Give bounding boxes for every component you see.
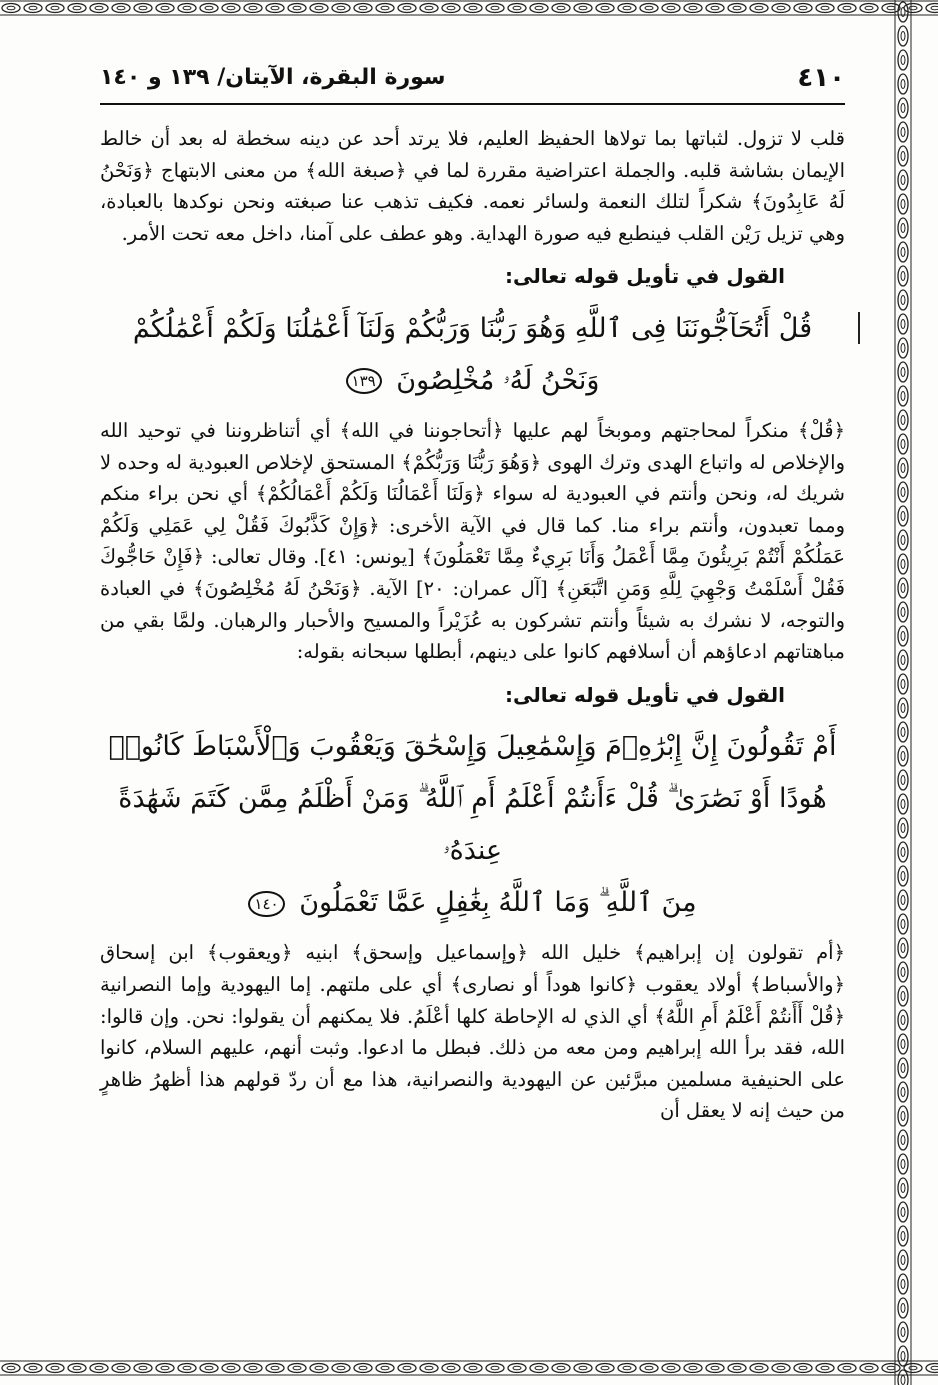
verse-text: وَنَحْنُ لَهُۥ مُخْلِصُونَ (396, 364, 600, 396)
header-rule (100, 103, 845, 105)
commentary-paragraph: ﴿أم تقولون إن إبراهيم﴾ خليل الله ﴿وإسماعيل وإسحق﴾ ابنيه ﴿ويعقوب﴾ ابن إسحاق ﴿والأسباط﴾ أولاد يعقوب ﴿كانوا هوداً أو نصارى﴾ أي على ملتهم. إما اليهودية وإما النصرانية ﴿قُلْ أَأَنتُمْ أَعْلَمُ أَمِ اللَّهُ﴾ أي الذي له الإحاطة كلها أعْلَمُ. فلا يمكنهم أن يقولوا: نحن. وإن قالوا: الله، فقد برأ الله إبراهيم ومن معه من ذلك. فبطل ما ادعوا. وثبت أنهم، عليهم السلام، كانوا على الحنيفية مسلمين مبرَّئين عن اليهودية والنصرانية، هذا مع أن ردّ قولهم هذا أظهرُ ظاهرٍ من حيث إنه لا يعقل أن (100, 941, 845, 1123)
section-heading: القول في تأويل قوله تعالى: (505, 682, 785, 707)
running-title: سورة البقرة، الآيتان/ ١٣٩ و ١٤٠ (100, 65, 446, 90)
decorative-border-bottom (0, 1360, 938, 1376)
verse-number: ١٣٩ (346, 368, 382, 394)
verse-text: مِنَ ٱللَّهِ ۗ وَمَا ٱللَّهُ بِغَٰفِلٍ عَمَّا تَعْمَلُونَ (299, 887, 697, 919)
verse-line: أَمْ تَقُولُونَ إِنَّ إِبْرَٰهِۦمَ وَإِسْمَٰعِيلَ وَإِسْحَٰقَ وَيَعْقُوبَ وَٱلْأَسْبَاطَ كَانُوا۟ (108, 731, 837, 763)
verse-line (100, 877, 845, 929)
verse-line (100, 355, 845, 407)
page-header (100, 55, 845, 103)
page (100, 45, 845, 1345)
section-heading: القول في تأويل قوله تعالى: (505, 264, 785, 289)
quran-verse (100, 303, 845, 407)
verse-number: ١٤٠ (248, 891, 284, 917)
chain-pattern-right (893, 0, 913, 1385)
page-number: ٤١٠ (797, 63, 845, 93)
paragraph: قلب لا تزول. لثباتها بما تولاها الحفيظ العليم، فلا يرتد أحد عن دينه سخطة له بعد أن خالط الإيمان بشاشة قلبه. والجملة اعتراضية مقررة لما في ﴿صبغة الله﴾ من معنى الابتهاج ﴿وَنَحْنُ لَهُ عَابِدُونَ﴾ شكراً لتلك النعمة ولسائر نعمه. فكيف تذهب عنا صبغته ونحن نوكدها بالعبادة، وهي تزيل رَيْن القلب فينطبع فيه صورة الهداية. وهو عطف على آمنا، داخل معه تحت الأمر. (100, 127, 845, 245)
quran-verse (100, 721, 845, 929)
decorative-border-right (893, 0, 913, 1385)
decorative-border-top (0, 0, 938, 16)
chain-pattern-bottom (0, 1360, 938, 1376)
chain-pattern-top (0, 0, 938, 16)
page-body (100, 123, 845, 1127)
verse-line: قُلْ أَتُحَآجُّونَنَا فِى ٱللَّهِ وَهُوَ رَبُّنَا وَرَبُّكُمْ وَلَنَآ أَعْمَٰلُنَا وَلَكُمْ أَعْمَٰلُكُمْ (132, 312, 813, 344)
margin-mark (858, 312, 860, 344)
verse-line: هُودًا أَوْ نَصَٰرَىٰ ۗ قُلْ ءَأَنتُمْ أَعْلَمُ أَمِ ٱللَّهُ ۗ وَمَنْ أَظْلَمُ مِمَّن كَتَمَ شَهَٰدَةً عِندَهُۥ (118, 783, 827, 867)
commentary-paragraph: ﴿قُلْ﴾ منكراً لمحاجتهم وموبخاً لهم عليها ﴿أتحاجوننا في الله﴾ أي أتناظروننا في توحيد الله والإخلاص له واتباع الهدى وترك الهوى ﴿وَهُوَ رَبُّنَا وَرَبُّكُمْ﴾ المستحق لإخلاص العبودية له وحده لا شريك له، ونحن وأنتم في العبودية له سواء ﴿وَلَنَا أَعْمَالُنَا وَلَكُمْ أَعْمَالُكُمْ﴾ أي نحن براء منكم ومما تعبدون، وأنتم براء منا. كما قال في الآية الأخرى: ﴿وَإِنْ كَذَّبُوكَ فَقُلْ لِي عَمَلِي وَلَكُمْ عَمَلُكُمْ أَنْتُمْ بَرِيئُونَ مِمَّا أَعْمَلُ وَأَنَا بَرِيءٌ مِمَّا تَعْمَلُونَ﴾ [يونس: ٤١]. وقال تعالى: ﴿فَإِنْ حَاجُّوكَ فَقُلْ أَسْلَمْتُ وَجْهِيَ لِلَّهِ وَمَنِ اتَّبَعَنِ﴾ [آل عمران: ٢٠] الآية. ﴿وَنَحْنُ لَهُ مُخْلِصُونَ﴾ في العبادة والتوجه، لا نشرك به شيئاً وأنتم تشركون به عُزَيْراً والمسيح والأحبار والرهبان. ولمَّا بقي من مباهتاتهم ادعاؤهم أن أسلافهم كانوا على دينهم، أبطلها سبحانه بقوله: (100, 418, 846, 664)
